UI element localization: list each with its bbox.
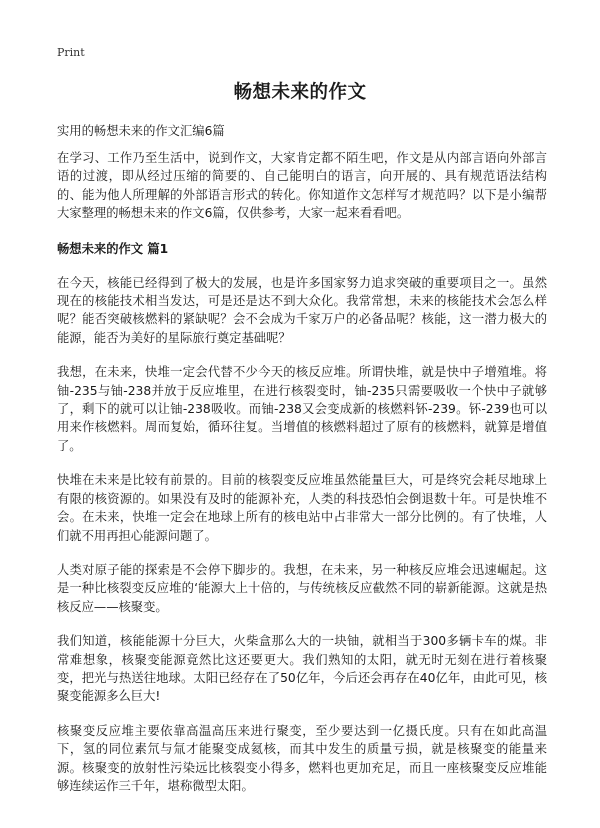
body-paragraph-3: 快堆在未来是比较有前景的。目前的核裂变反应堆虽然能量巨大，可是终究会耗尽地球上有限的核资源的。如果没有及时的能源补充，人类的科技恐怕会倒退数十年。可是快堆不会。在未来，快堆一定会在地球上所有的核电站中占非常大一部分比例的。有了快堆，人们就不用再担心能源问题了。 (57, 473, 547, 543)
article-body (57, 149, 547, 811)
intro-paragraph: 在学习、工作乃至生活中，说到作文，大家肯定都不陌生吧，作文是从内部言语向外部言语的过渡，即从经过压缩的简要的、自己能明白的语言，向开展的、具有规范语法结构的、能为他人所理解的外部语言形式的转化。你知道作文怎样写才规范吗？以下是小编帮大家整理的畅想未来的作文6篇，仅供参考，大家一起来看看吧。 (57, 151, 547, 221)
body-paragraph-4: 人类对原子能的探索是不会停下脚步的。我想，在未来，另一种核反应堆会迅速崛起。这是一种比核裂变反应堆的‘能源大上十倍的，与传统核反应截然不同的崭新能源。这就是热核反应——核聚变。 (57, 562, 547, 614)
body-paragraph-6: 核聚变反应堆主要依靠高温高压来进行聚变，至少要达到一亿摄氏度。只有在如此高温下，氢的同位素氘与氚才能聚变成氦核，而其中发生的质量亏损，就是核聚变的能量来源。核聚变的放射性污染远比核裂变小得多，燃料也更加充足，而且一座核聚变反应堆能够连续运作三千年，堪称微型太阳。 (57, 723, 547, 793)
body-paragraph-5: 我们知道，核能能源十分巨大，火柴盒那么大的一块铀，就相当于300多辆卡车的煤。非常难想象，核聚变能源竟然比这还要更大。我们熟知的太阳，就无时无刻在进行着核聚变，把光与热送往地球。太阳已经存在了50亿年，今后还会再存在40亿年，由此可见，核聚变能源多么巨大! (57, 634, 547, 704)
body-paragraph-2: 我想，在未来，快堆一定会代替不少今天的核反应堆。所谓快堆，就是快中子增殖堆。将铀-235与铀-238并放于反应堆里，在进行核裂变时，铀-235只需要吸收一个快中子就够了，剩下的就可以让铀-238吸收。而铀-238又会变成新的核燃料钚-239。钚-239也可以用来作核燃料。周而复始，循环往复。当增值的核燃料超过了原有的核燃料，就算是增值了。 (57, 365, 547, 453)
document-subtitle: 实用的畅想未来的作文汇编6篇 (57, 124, 225, 138)
page-title: 畅想未来的作文 (233, 82, 367, 103)
section-heading: 畅想未来的作文 篇1 (57, 241, 169, 256)
print-link[interactable]: Print (57, 46, 85, 59)
body-paragraph-1: 在今天，核能已经得到了极大的发展，也是许多国家努力追求突破的重要项目之一。虽然现在的核能技术相当发达，可是还是达不到大众化。我常常想，未来的核能技术会怎么样呢？能否突破核燃料的紧缺呢？会不会成为千家万户的必备品呢？核能，这一潜力极大的能源，能否为美好的星际旅行奠定基础呢？ (57, 275, 547, 345)
